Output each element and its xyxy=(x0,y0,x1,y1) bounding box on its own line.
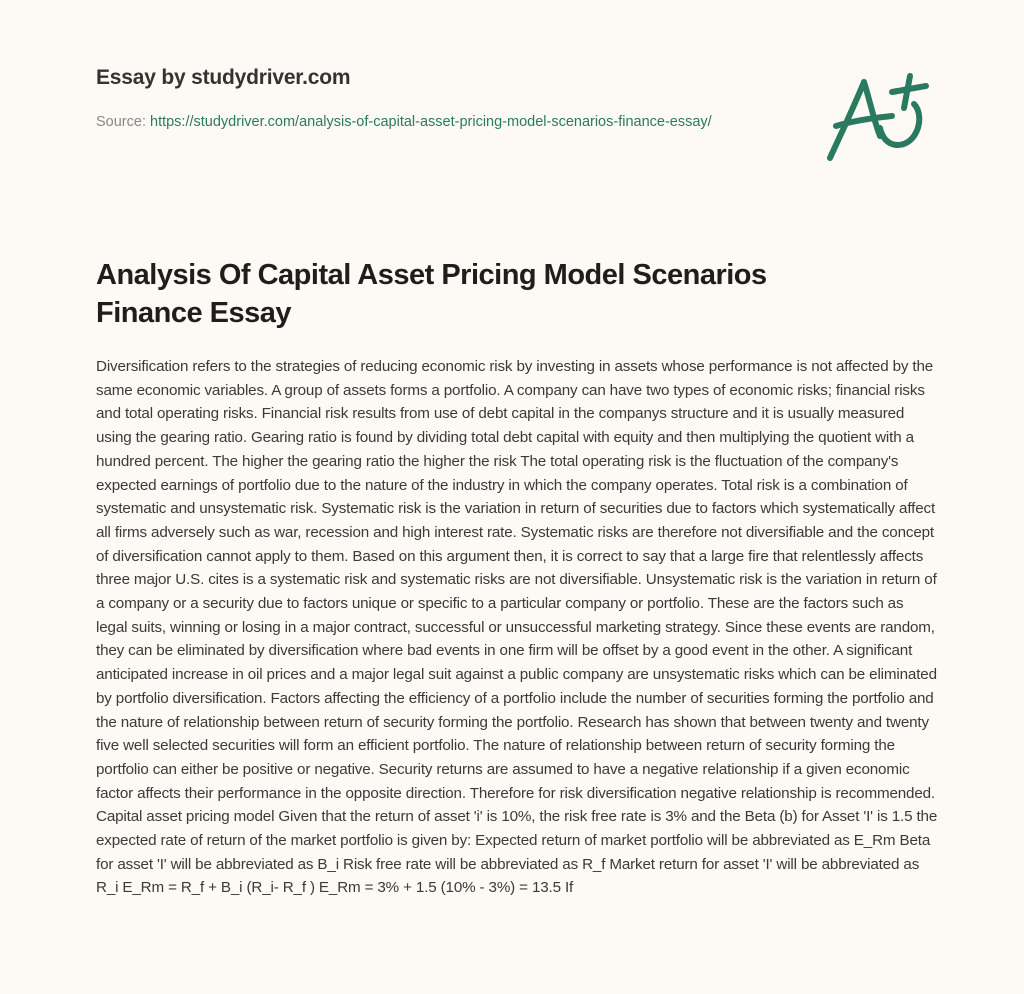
source-link[interactable]: https://studydriver.com/analysis-of-capital-asset-pricing-model-scenarios-finance-essay/ xyxy=(150,114,712,130)
source-line xyxy=(96,110,736,134)
document-title: Analysis Of Capital Asset Pricing Model Scenarios Finance Essay xyxy=(96,259,767,329)
page-header xyxy=(96,64,736,134)
source-label: Source: xyxy=(96,114,150,130)
site-title: Essay by studydriver.com xyxy=(96,66,351,89)
a-plus-grade-icon xyxy=(822,66,932,166)
document-body: Diversification refers to the strategies of reducing economic risk by investing in assets whose performance is not affected by the same economic variables. A group of assets forms a portfolio. A company can have two types of economic risks; financial risks and total operating risks. Financial risk results from use of debt capital in the companys structure and it is usually measured using the gearing ratio. Gearing ratio is found by dividing total debt capital with equity and then multiplying the quotient with a hundred percent. The higher the gearing ratio the higher the risk The total operating risk is the fluctuation of the company's expected earnings of portfolio due to the nature of the industry in which the company operates. Total risk is a combination of systematic and unsystematic risk. Systematic risk is the variation in return of securities due to factors which systematically affect all firms adversely such as war, recession and high interest rate. Systematic risks are therefore not diversifiable and the concept of diversification cannot apply to them. Based on this argument then, it is correct to say that a large fire that relentlessly affects three major U.S. cites is a systematic risk and systematic risks are not diversifiable. Unsystematic risk is the variation in return of a company or a security due to factors unique or specific to a particular company or portfolio. These are the factors such as legal suits, winning or losing in a major contract, successful or unsuccessful marketing strategy. Since these events are random, they can be eliminated by diversification where bad events in one firm will be offset by a good event in the other. A significant anticipated increase in oil prices and a major legal suit against a public company are unsystematic risks which can be eliminated by portfolio diversification. Factors affecting the efficiency of a portfolio include the number of securities forming the portfolio and the nature of relationship between return of security forming the portfolio. Research has shown that between twenty and twenty five well selected securities will form an efficient portfolio. The nature of relationship between return of security forming the portfolio can either be positive or negative. Security returns are assumed to have a negative relationship if a given economic factor affects their performance in the opposite direction. Therefore for risk diversification negative relationship is recommended. Capital asset pricing model Given that the return of asset 'i' is 10%, the risk free rate is 3% and the Beta (b) for Asset 'I' is 1.5 the expected rate of return of the market portfolio is given by: Expected return of market portfolio will be abbreviated as E_Rm Beta for asset 'I' will be abbreviated as B_i Risk free rate will be abbreviated as R_f Market return for asset 'I' will be abbreviated as R_i E_Rm = R_f + B_i (R_i- R_f ) E_Rm = 3% + 1.5 (10% - 3%) = 13.5 If xyxy=(96,358,938,897)
